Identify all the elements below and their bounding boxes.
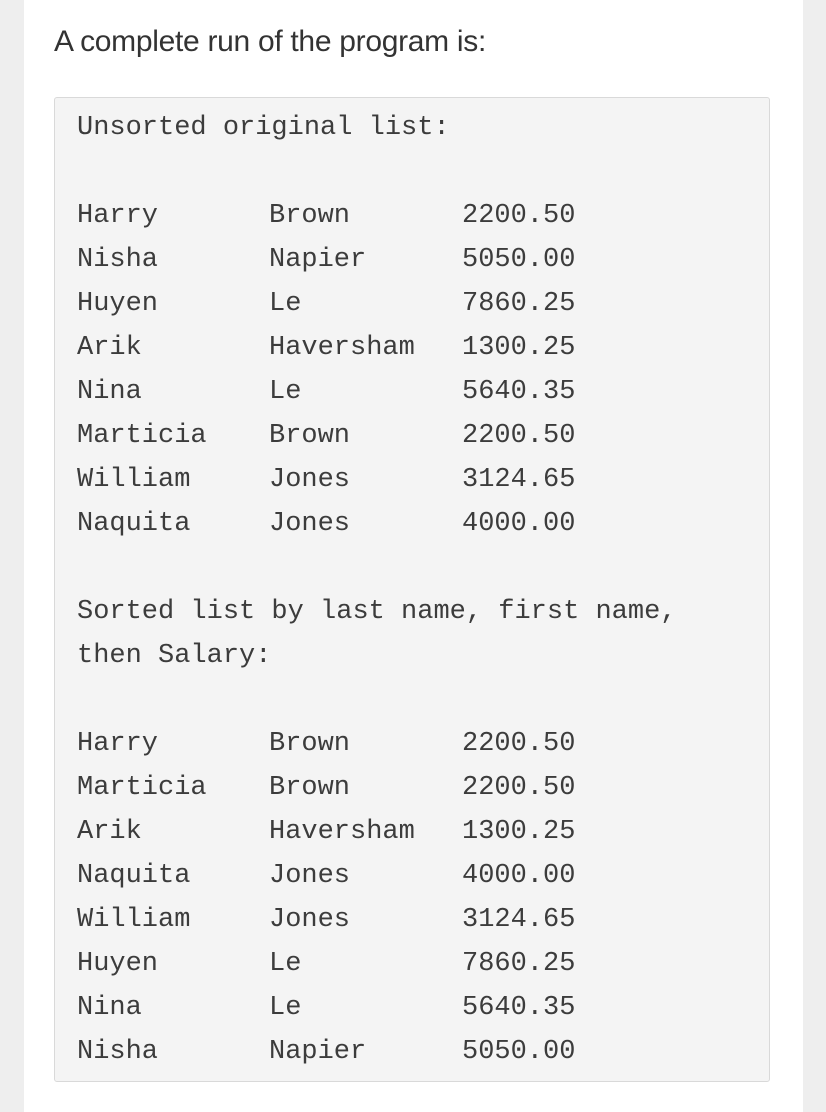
table-row xyxy=(77,854,602,898)
table-row xyxy=(77,810,602,854)
salary-cell: 1300.25 xyxy=(462,817,576,847)
salary-cell: 7860.25 xyxy=(462,949,576,979)
first-name-cell: Nisha xyxy=(77,1037,159,1067)
table-row xyxy=(77,370,602,414)
salary-cell: 5050.00 xyxy=(462,245,576,275)
salary-cell: 2200.50 xyxy=(462,729,576,759)
program-output-block xyxy=(54,97,770,1082)
table-row xyxy=(77,282,602,326)
salary-cell: 1300.25 xyxy=(462,333,576,363)
first-name-cell: Huyen xyxy=(77,949,159,979)
salary-cell: 4000.00 xyxy=(462,509,576,539)
table-row xyxy=(77,1030,602,1074)
table-row xyxy=(77,326,602,370)
last-name-cell: Brown xyxy=(269,729,351,759)
table-row xyxy=(77,942,602,986)
last-name-cell: Le xyxy=(269,993,302,1023)
table-row xyxy=(77,898,602,942)
last-name-cell: Brown xyxy=(269,773,351,803)
last-name-cell: Napier xyxy=(269,245,367,275)
first-name-cell: Marticia xyxy=(77,421,207,451)
last-name-cell: Napier xyxy=(269,1037,367,1067)
table-row xyxy=(77,414,602,458)
last-name-cell: Haversham xyxy=(269,817,415,847)
table-row xyxy=(77,766,602,810)
last-name-cell: Le xyxy=(269,949,302,979)
last-name-cell: Jones xyxy=(269,509,351,539)
intro-text: A complete run of the program is: xyxy=(54,25,486,58)
last-name-cell: Brown xyxy=(269,421,351,451)
salary-cell: 7860.25 xyxy=(462,289,576,319)
unsorted-table xyxy=(77,194,602,546)
last-name-cell: Le xyxy=(269,289,302,319)
first-name-cell: Harry xyxy=(77,729,159,759)
table-row xyxy=(77,722,602,766)
first-name-cell: Naquita xyxy=(77,861,191,891)
last-name-cell: Haversham xyxy=(269,333,415,363)
unsorted-heading: Unsorted original list: xyxy=(77,113,450,143)
salary-cell: 3124.65 xyxy=(462,465,576,495)
table-row xyxy=(77,238,602,282)
salary-cell: 2200.50 xyxy=(462,201,576,231)
table-row xyxy=(77,502,602,546)
salary-cell: 5050.00 xyxy=(462,1037,576,1067)
sorted-table xyxy=(77,722,602,1074)
first-name-cell: William xyxy=(77,905,191,935)
first-name-cell: Huyen xyxy=(77,289,159,319)
first-name-cell: Arik xyxy=(77,817,142,847)
table-row xyxy=(77,986,602,1030)
first-name-cell: Nina xyxy=(77,993,142,1023)
last-name-cell: Jones xyxy=(269,905,351,935)
last-name-cell: Le xyxy=(269,377,302,407)
table-row xyxy=(77,194,602,238)
first-name-cell: Marticia xyxy=(77,773,207,803)
first-name-cell: Harry xyxy=(77,201,159,231)
table-row xyxy=(77,458,602,502)
salary-cell: 2200.50 xyxy=(462,421,576,451)
salary-cell: 5640.35 xyxy=(462,993,576,1023)
salary-cell: 4000.00 xyxy=(462,861,576,891)
first-name-cell: Naquita xyxy=(77,509,191,539)
last-name-cell: Brown xyxy=(269,201,351,231)
salary-cell: 2200.50 xyxy=(462,773,576,803)
first-name-cell: Arik xyxy=(77,333,142,363)
last-name-cell: Jones xyxy=(269,861,351,891)
sorted-heading: Sorted list by last name, first name, then Salary: xyxy=(77,597,677,671)
salary-cell: 3124.65 xyxy=(462,905,576,935)
salary-cell: 5640.35 xyxy=(462,377,576,407)
first-name-cell: Nina xyxy=(77,377,142,407)
last-name-cell: Jones xyxy=(269,465,351,495)
first-name-cell: William xyxy=(77,465,191,495)
answer-page xyxy=(24,0,803,1112)
first-name-cell: Nisha xyxy=(77,245,159,275)
